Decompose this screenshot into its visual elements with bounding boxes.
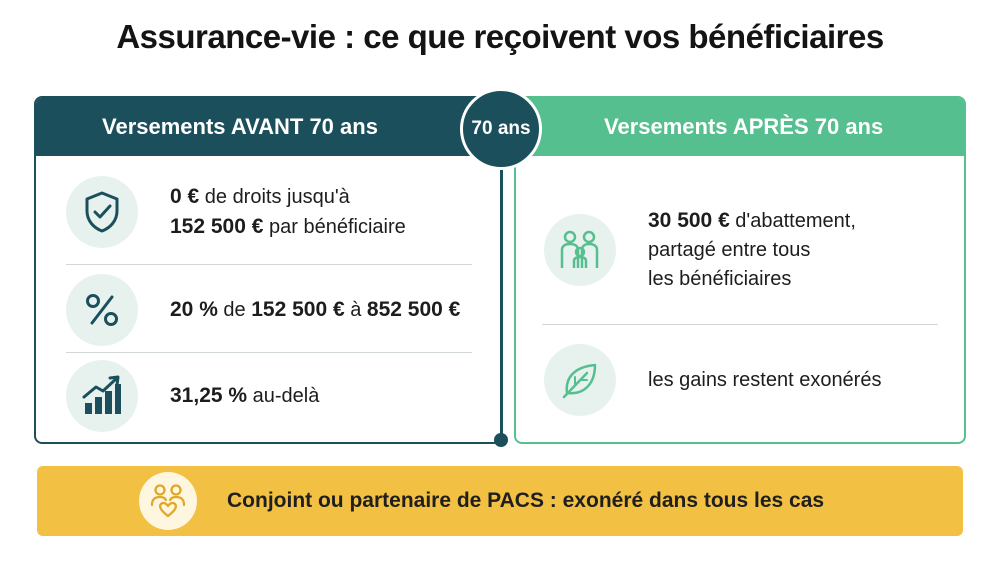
family-icon xyxy=(544,214,616,286)
spouse-banner xyxy=(37,466,963,536)
divider xyxy=(66,352,472,353)
before-70-second-band-text: 20 % de 152 500 € à 852 500 € xyxy=(170,298,461,321)
page-title: Assurance-vie : ce que reçoivent vos bénéficiaires xyxy=(116,18,884,55)
timeline-dot xyxy=(494,433,508,447)
after-70-allowance-text: 30 500 € d'abattement, partagé entre tous les bénéficiaires xyxy=(648,209,856,290)
before-70-first-band-text: 0 € de droits jusqu'à 152 500 € par bénéficiaire xyxy=(170,185,406,238)
list-item-percent xyxy=(66,274,460,346)
divider xyxy=(66,264,472,265)
age-70-badge: 70 ans xyxy=(460,88,542,170)
panel-after-70-header: Versements APRÈS 70 ans xyxy=(516,98,964,156)
percent-icon xyxy=(66,274,138,346)
rising-chart-icon xyxy=(66,360,138,432)
list-item-shield xyxy=(66,176,406,248)
list-item-leaf xyxy=(544,344,881,416)
list-item-chart xyxy=(66,360,319,432)
after-70-gains-text: les gains restent exonérés xyxy=(648,369,882,391)
shield-check-icon xyxy=(66,176,138,248)
panel-after-70 xyxy=(514,96,966,444)
panel-before-70 xyxy=(34,96,502,444)
leaf-icon xyxy=(544,344,616,416)
couple-heart-icon xyxy=(139,472,197,530)
spouse-banner-text: Conjoint ou partenaire de PACS : exonéré dans tous les cas xyxy=(227,489,825,512)
timeline-line xyxy=(500,158,503,440)
before-70-third-band-text: 31,25 % au-delà xyxy=(170,384,320,407)
divider xyxy=(542,324,938,325)
panel-before-70-header: Versements AVANT 70 ans xyxy=(36,98,500,156)
list-item-family xyxy=(544,206,856,294)
